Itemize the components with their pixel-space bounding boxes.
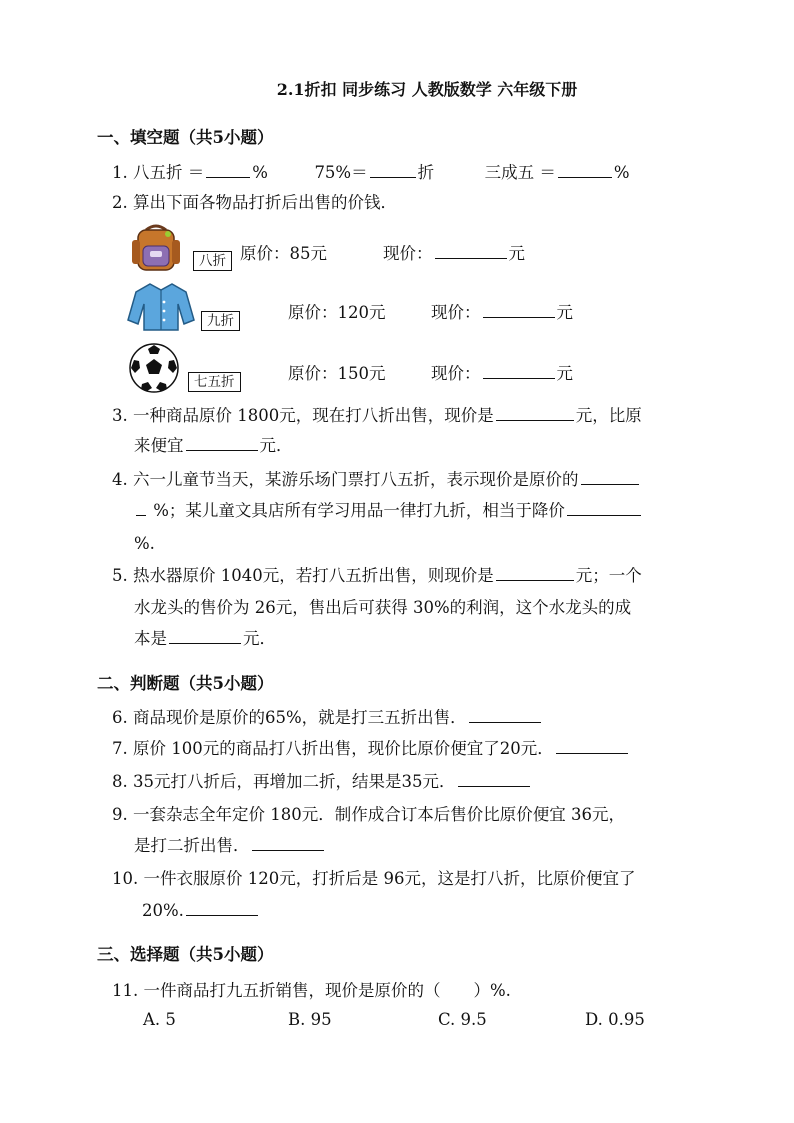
- question-3: 3. 一种商品原价 1800元，现在打八折出售，现价是 元，比原: [112, 401, 642, 431]
- answer-blank[interactable]: [169, 625, 241, 644]
- answer-blank[interactable]: [370, 159, 416, 178]
- soccer-ball-icon: [128, 342, 180, 394]
- question-4: 4. 六一儿童节当天，某游乐场门票打八五折，表示现价是原价的: [112, 465, 641, 495]
- question-5-line-3: 本是 元．: [134, 624, 276, 654]
- question-5-line-2: 水龙头的售价为 26元，售出后可获得 30%的利润，这个水龙头的成: [134, 598, 632, 617]
- answer-blank[interactable]: [496, 562, 574, 581]
- question-9-line-2: 是打二折出售．: [134, 831, 326, 861]
- question-11: 11. 一件商品打九五折销售，现价是原价的（ ）%.: [112, 981, 511, 1000]
- option-c[interactable]: C. 9.5: [438, 1010, 487, 1029]
- discount-tag: 九折: [201, 311, 240, 331]
- question-1: 1. 八五折 ＝ % 75%＝ 折 三成五 ＝ %: [112, 158, 630, 188]
- answer-blank[interactable]: [483, 299, 555, 318]
- answer-blank[interactable]: [435, 240, 507, 259]
- section-multiple-choice: 三、选择题（共5小题）: [97, 945, 274, 964]
- question-5: 5. 热水器原价 1040元，若打八五折出售，则现价是 元；一个: [112, 561, 642, 591]
- question-8: 8. 35元打八折后，再增加二折，结果是35元．: [112, 767, 532, 797]
- answer-blank[interactable]: [558, 159, 612, 178]
- question-7: 7. 原价 100元的商品打八折出售，现价比原价便宜了20元．: [112, 734, 630, 764]
- backpack-icon: [128, 222, 184, 272]
- question-4-line-2: %；某儿童文具店所有学习用品一律打九折，相当于降价: [134, 496, 643, 526]
- answer-blank[interactable]: [186, 897, 258, 916]
- answer-blank[interactable]: [556, 735, 628, 754]
- option-d[interactable]: D. 0.95: [585, 1010, 645, 1029]
- question-9: 9. 一套杂志全年定价 180元．制作成合订本后售价比原价便宜 36元，: [112, 805, 625, 824]
- original-price: 原价：120元: [288, 303, 386, 322]
- section-true-false: 二、判断题（共5小题）: [97, 674, 274, 693]
- question-4-line-3: %.: [134, 534, 155, 553]
- question-2: 2. 算出下面各物品打折后出售的价钱．: [112, 193, 397, 212]
- section-fill-blank: 一、填空题（共5小题）: [97, 128, 274, 147]
- answer-blank[interactable]: [206, 159, 250, 178]
- answer-blank[interactable]: [136, 497, 146, 516]
- question-10-line-2: 20%.: [142, 896, 260, 926]
- answer-blank[interactable]: [252, 832, 324, 851]
- question-10: 10. 一件衣服原价 120元，打折后是 96元，这是打八折，比原价便宜了: [112, 869, 636, 888]
- question-6: 6. 商品现价是原价的65%，就是打三五折出售．: [112, 703, 543, 733]
- answer-blank[interactable]: [469, 704, 541, 723]
- page-title: 2.1折扣 同步练习 人教版数学 六年级下册: [276, 80, 578, 99]
- answer-blank[interactable]: [567, 497, 641, 516]
- answer-blank[interactable]: [483, 360, 555, 379]
- jacket-icon: [126, 280, 196, 332]
- discount-tag: 七五折: [188, 372, 241, 392]
- original-price: 原价：85元: [240, 244, 327, 263]
- option-b[interactable]: B. 95: [288, 1010, 332, 1029]
- original-price: 原价：150元: [288, 364, 386, 383]
- option-a[interactable]: A. 5: [143, 1010, 176, 1029]
- discount-tag: 八折: [193, 251, 232, 271]
- current-price: 现价： 元: [431, 299, 573, 323]
- answer-blank[interactable]: [186, 432, 258, 451]
- answer-blank[interactable]: [496, 402, 574, 421]
- question-3-line-2: 来便宜 元．: [134, 431, 293, 461]
- current-price: 现价： 元: [383, 240, 525, 264]
- current-price: 现价： 元: [431, 360, 573, 384]
- answer-blank[interactable]: [458, 768, 530, 787]
- answer-blank[interactable]: [581, 466, 639, 485]
